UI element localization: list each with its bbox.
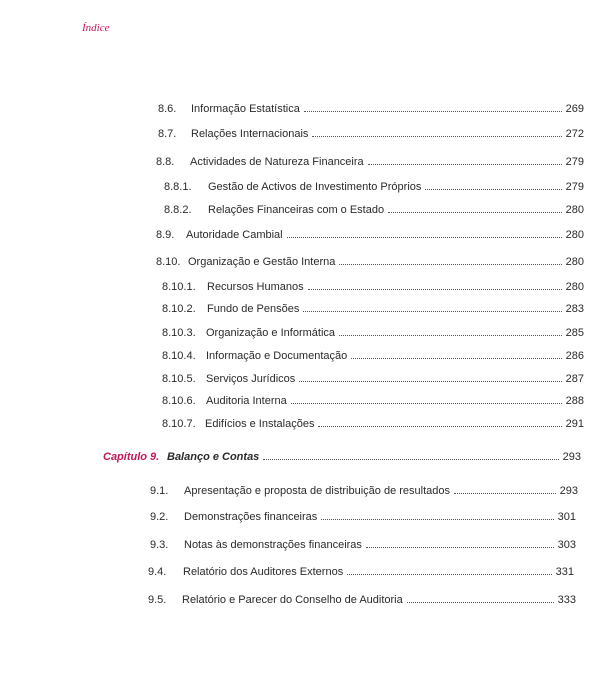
- toc-entry-8-10-2: [162, 301, 584, 317]
- dot-leader: [407, 592, 554, 603]
- dot-leader: [304, 101, 562, 112]
- toc-entry-8-10-4: [162, 348, 584, 364]
- dot-leader: [351, 348, 561, 359]
- entry-number: 8.10.6.: [162, 395, 196, 407]
- dot-leader: [318, 416, 561, 427]
- dot-leader: [339, 254, 561, 265]
- entry-page: 280: [565, 229, 584, 241]
- entry-number: 9.1.: [150, 485, 169, 497]
- entry-title: Relatório dos Auditores Externos: [183, 566, 344, 578]
- toc-entry-8-10-1: [162, 279, 584, 295]
- entry-page: 280: [565, 256, 584, 268]
- entry-number: 8.10.7.: [162, 418, 196, 430]
- entry-title: Fundo de Pensões: [207, 303, 300, 315]
- toc-entry-8-8: [156, 154, 584, 170]
- entry-title: Gestão de Activos de Investimento Próprios: [208, 181, 422, 193]
- toc-entry-8-8-2: [164, 202, 584, 218]
- dot-leader: [366, 537, 554, 548]
- entry-title: Relações Financeiras com o Estado: [208, 204, 385, 216]
- toc-entry-8-10-3: [162, 325, 584, 341]
- entry-page: 279: [565, 181, 584, 193]
- entry-title: Notas às demonstrações financeiras: [184, 539, 362, 551]
- toc-entry-8-8-1: [164, 179, 584, 195]
- entry-title: Edifícios e Instalações: [205, 418, 315, 430]
- entry-number: 8.8.: [156, 156, 175, 168]
- entry-title: Actividades de Natureza Financeira: [190, 156, 364, 168]
- toc-entry-8-10: [156, 254, 584, 270]
- dot-leader: [388, 202, 562, 213]
- dot-leader: [339, 325, 562, 336]
- toc-entry-8-9: [156, 227, 584, 243]
- dot-leader: [287, 227, 562, 238]
- entry-title: Auditoria Interna: [206, 395, 287, 407]
- dot-leader: [368, 154, 562, 165]
- entry-page: 287: [565, 373, 584, 385]
- dot-leader: [308, 279, 562, 290]
- toc-entry-8-10-6: [162, 393, 584, 409]
- entry-title: Autoridade Cambial: [186, 229, 283, 241]
- entry-number: 8.8.1.: [164, 181, 192, 193]
- entry-page: 331: [555, 566, 574, 578]
- dot-leader: [347, 564, 551, 575]
- entry-page: 279: [565, 156, 584, 168]
- entry-page: 333: [557, 594, 576, 606]
- entry-number: 8.7.: [158, 128, 177, 140]
- toc-entry-8-10-7: [162, 416, 584, 432]
- toc-entry-9-4: [148, 564, 574, 580]
- entry-number: 8.10.3.: [162, 327, 196, 339]
- dot-leader: [263, 449, 558, 460]
- entry-number: 9.2.: [150, 511, 169, 523]
- dot-leader: [299, 371, 561, 382]
- dot-leader: [321, 509, 553, 520]
- toc-entry-9-3: [150, 537, 576, 553]
- entry-number: 8.6.: [158, 103, 177, 115]
- entry-number: 8.8.2.: [164, 204, 192, 216]
- entry-title: Demonstrações financeiras: [184, 511, 318, 523]
- toc-chapter-9: [103, 449, 581, 465]
- dot-leader: [291, 393, 562, 404]
- entry-number: 9.5.: [148, 594, 167, 606]
- entry-page: 291: [565, 418, 584, 430]
- entry-number: 8.10.4.: [162, 350, 196, 362]
- toc-entry-9-2: [150, 509, 576, 525]
- toc-entry-8-10-5: [162, 371, 584, 387]
- dot-leader: [425, 179, 561, 190]
- entry-page: 285: [565, 327, 584, 339]
- entry-page: 288: [565, 395, 584, 407]
- toc-entry-9-5: [148, 592, 576, 608]
- entry-number: 8.10.: [156, 256, 181, 268]
- entry-title: Organização e Gestão Interna: [188, 256, 336, 268]
- toc-entry-9-1: [150, 483, 578, 499]
- entry-number: 8.10.5.: [162, 373, 196, 385]
- dot-leader: [312, 126, 561, 137]
- entry-title: Relações Internacionais: [191, 128, 309, 140]
- entry-number: 9.4.: [148, 566, 167, 578]
- toc-entry-8-6: [158, 101, 584, 117]
- entry-title: Serviços Jurídicos: [206, 373, 296, 385]
- chapter-number: Capítulo 9.: [103, 451, 160, 463]
- entry-page: 303: [557, 539, 576, 551]
- entry-title: Recursos Humanos: [207, 281, 304, 293]
- entry-page: 280: [565, 281, 584, 293]
- entry-title: Informação e Documentação: [206, 350, 348, 362]
- entry-number: 8.10.2.: [162, 303, 196, 315]
- entry-page: 301: [557, 511, 576, 523]
- entry-number: 8.9.: [156, 229, 175, 241]
- dot-leader: [303, 301, 561, 312]
- entry-number: 8.10.1.: [162, 281, 196, 293]
- entry-title: Apresentação e proposta de distribuição de resultados: [184, 485, 451, 497]
- page-header: Índice: [82, 22, 110, 34]
- entry-number: 9.3.: [150, 539, 169, 551]
- entry-title: Relatório e Parecer do Conselho de Auditoria: [182, 594, 403, 606]
- entry-page: 283: [565, 303, 584, 315]
- entry-page: 269: [565, 103, 584, 115]
- entry-page: 293: [562, 451, 581, 463]
- toc-entry-8-7: [158, 126, 584, 142]
- chapter-title: Balanço e Contas: [167, 451, 260, 463]
- entry-title: Informação Estatística: [191, 103, 300, 115]
- entry-page: 280: [565, 204, 584, 216]
- entry-page: 272: [565, 128, 584, 140]
- dot-leader: [454, 483, 556, 494]
- entry-page: 293: [559, 485, 578, 497]
- entry-title: Organização e Informática: [206, 327, 336, 339]
- entry-page: 286: [565, 350, 584, 362]
